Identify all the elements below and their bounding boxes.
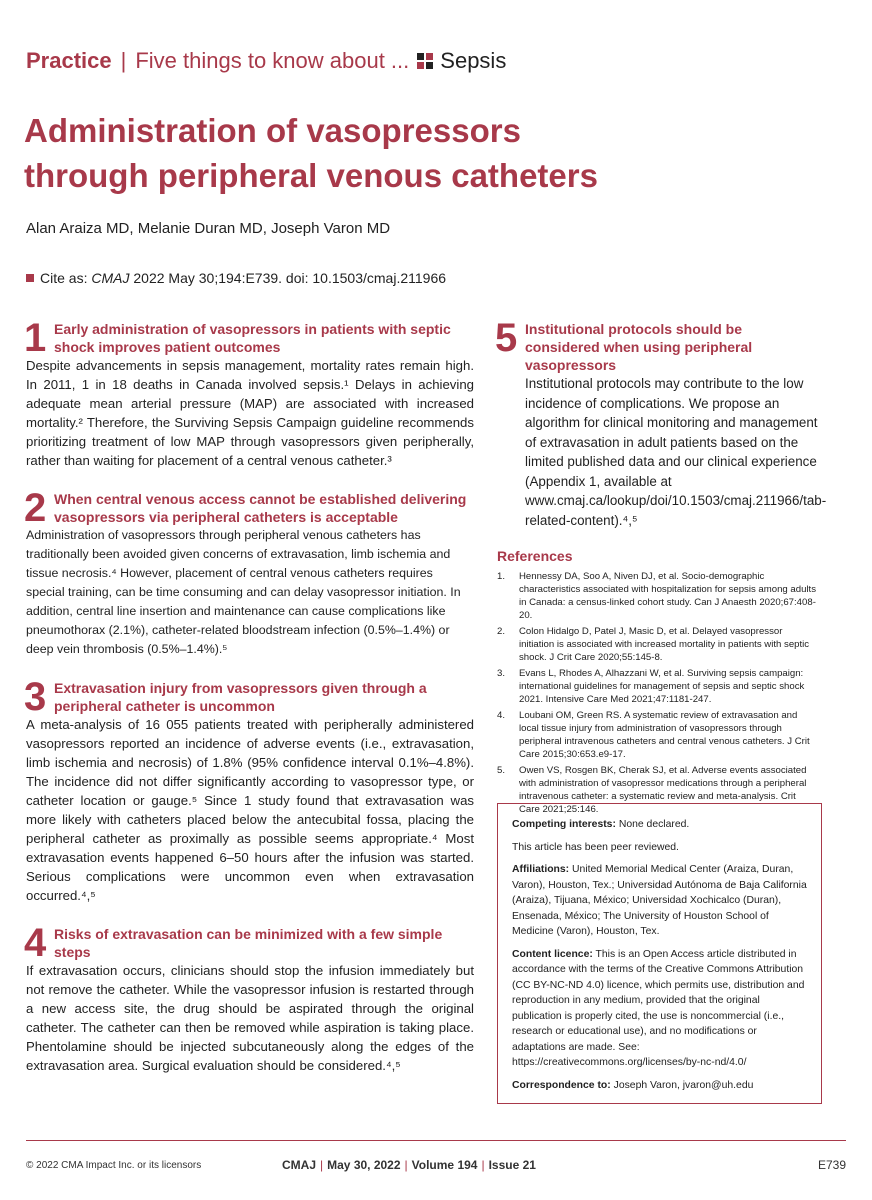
citation bbox=[26, 270, 446, 286]
kicker-separator: | bbox=[120, 48, 127, 73]
correspondence: Correspondence to: Joseph Varon, jvaron@uh.edu bbox=[512, 1079, 754, 1091]
reference-item: 5. Owen VS, Rosgen BK, Cherak SJ, et al. Adverse events associated with administration of vasopressor medications through a peripheral intravenous catheter: a systematic review and meta-analysis. Crit Care 2021;25:146. bbox=[497, 765, 807, 815]
section-heading: Early administration of vasopressors in patients with septic shock improves patient outcomes bbox=[54, 321, 451, 355]
section-kicker bbox=[26, 48, 506, 74]
section-4 bbox=[24, 921, 474, 1075]
section-body: A meta-analysis of 16 055 patients treated with peripherally administered vasopressors reported an incidence of adverse events (i.e., extravasation, limb ischemia and necrosis) of 1.8% (95% confidence interval 0.1%–4.8%). The incidence did not differ significantly according to vasopressor type, or catheter location or gauge.⁵ Since 1 study found that extravasation was more likely with catheters placed below the antecubital fossa, placing the peripheral catheter as proximally as possible seems appropriate.⁴ Most extravasation events happened 6–50 hours after the infusion was started. Serious complications were uncommon even when extravasation occurred.⁴,⁵ bbox=[26, 717, 474, 903]
title-line-2: through peripheral venous catheters bbox=[24, 157, 598, 194]
cite-details: 2022 May 30;194:E739. doi: 10.1503/cmaj.211966 bbox=[133, 270, 447, 286]
cmaj-logo-icon bbox=[417, 53, 433, 69]
reference-list bbox=[497, 570, 819, 816]
section-2 bbox=[24, 486, 474, 659]
section-number: 3 bbox=[24, 675, 47, 719]
affiliations: Affiliations: United Memorial Medical Center (Araiza, Duran, Varon), Houston, Tex.; Universidad Autónoma de Baja California (Araiza), Tijuana, México; Universidad Xochicalco (Duran), Ensenada, México; The University of Houston School of Medicine (Varon), Houston, Tex. bbox=[512, 864, 807, 937]
content-licence: Content licence: This is an Open Access article distributed in accordance with the terms of the Creative Commons Attribution (CC BY-NC-ND 4.0) licence, which permits use, distribution and reproduction in any medium, provided that the original publication is properly cited, the use is noncommercial (i.e., research or educational use), and no modifications or adaptations are made. See: https://creativecommons.org/licenses/by-nc-nd/4.0/ bbox=[512, 948, 805, 1068]
right-column bbox=[495, 316, 827, 819]
section-body: Despite advancements in sepsis management, mortality rates remain high. In 2011, 1 in 18 deaths in Canada involved sepsis.¹ Delays in achieving adequate mean arterial pressure (MAP) are associated with increased mortality.² Therefore, the Surviving Sepsis Campaign guideline recommends prioritizing treatment of low MAP through vasopressors given peripherally, rather than waiting for placement of a central venous catheter.³ bbox=[26, 358, 474, 468]
series-label: Five things to know about ... bbox=[135, 48, 410, 73]
section-heading: When central venous access cannot be established delivering vasopressors via peripheral catheters is acceptable bbox=[54, 491, 467, 525]
article-title bbox=[24, 108, 844, 198]
section-number: 4 bbox=[24, 921, 47, 965]
footer-issue-info: CMAJ | May 30, 2022 | Volume 194 | Issue 21 bbox=[282, 1158, 536, 1172]
section-body: Administration of vasopressors through peripheral venous catheters has traditionally been avoided given concerns of extravasation, limb ischemia and tissue necrosis.⁴ However, placement of central venous catheters requires special training, can be time consuming and can delay vasopressor initiation. In addition, central line insertion and maintenance can cause complications like pneumothorax (2.1%), catheter-related bloodstream infection (0.5%–1.4%) or deep vein thrombosis (0.5%–1.4%).⁵ bbox=[26, 528, 461, 656]
cite-label: Cite as: bbox=[40, 270, 88, 286]
section-1 bbox=[24, 316, 474, 470]
footer-page-number: E739 bbox=[817, 1158, 846, 1172]
section-number: 5 bbox=[495, 316, 518, 360]
section-body: If extravasation occurs, clinicians should stop the infusion immediately but not remove the catheter. While the vasopressor infusion is restarted through a new access site, the drug should be aspirated through the original catheter. The catheter can then be removed while aspiration is taking place. Phentolamine should be injected subcutaneously along the edges of the extravasation area. Surgical evaluation should be considered.⁴,⁵ bbox=[26, 963, 474, 1073]
author-list: Alan Araiza MD, Melanie Duran MD, Joseph Varon MD bbox=[26, 220, 391, 237]
section-body: Institutional protocols may contribute to the low incidence of complications. We propose an algorithm for clinical monitoring and management of extravasation in adult patients based on the limited published data and our clinical experience (Appendix 1, available at www.cmaj.ca/lookup/doi/10.1503/cmaj.211966/tab-related-content).⁴,⁵ bbox=[525, 376, 827, 528]
footer-copyright: © 2022 CMA Impact Inc. or its licensors bbox=[26, 1160, 202, 1171]
section-heading: Risks of extravasation can be minimized with a few simple steps bbox=[54, 926, 443, 960]
reference-item: 4. Loubani OM, Green RS. A systematic review of extravasation and local tissue injury from administration of vasopressors through peripheral intravenous catheters and central venous catheters. J Crit Care 2015;30:653.e9-17. bbox=[497, 710, 810, 760]
left-column bbox=[24, 316, 474, 1075]
article-info-box bbox=[497, 803, 822, 1104]
references-heading: References bbox=[497, 548, 573, 564]
section-5 bbox=[495, 316, 827, 530]
footer-divider bbox=[26, 1140, 846, 1141]
title-line-1: Administration of vasopressors bbox=[24, 112, 521, 149]
competing-interests: Competing interests: None declared. bbox=[512, 819, 690, 830]
practice-label: Practice bbox=[26, 48, 112, 73]
section-heading: Extravasation injury from vasopressors given through a peripheral catheter is uncommon bbox=[54, 680, 427, 714]
topic-label: Sepsis bbox=[440, 48, 507, 73]
reference-item: 1. Hennessy DA, Soo A, Niven DJ, et al. Socio-demographic characteristics associated with hospitalization for sepsis among adults in Canada: a census-linked cohort study. Can J Anaesth 2020;67:408-20. bbox=[497, 571, 817, 621]
peer-review-note: This article has been peer reviewed. bbox=[512, 841, 679, 853]
cite-journal: CMAJ bbox=[91, 270, 130, 286]
reference-item: 2. Colon Hidalgo D, Patel J, Masic D, et al. Delayed vasopressor initiation is associated with increased mortality in patients with septic shock. J Crit Care 2020;55:145-8. bbox=[497, 626, 810, 663]
section-heading: Institutional protocols should be considered when using peripheral vasopressors bbox=[525, 321, 753, 373]
section-number: 2 bbox=[24, 486, 47, 530]
cite-bullet-icon bbox=[26, 274, 34, 282]
references bbox=[497, 548, 819, 816]
section-3 bbox=[24, 675, 474, 905]
reference-item: 3. Evans L, Rhodes A, Alhazzani W, et al. Surviving sepsis campaign: international guidelines for management of sepsis and septic shock 2021. Intensive Care Med 2021;47:1181-247. bbox=[497, 668, 805, 705]
section-number: 1 bbox=[24, 316, 47, 360]
